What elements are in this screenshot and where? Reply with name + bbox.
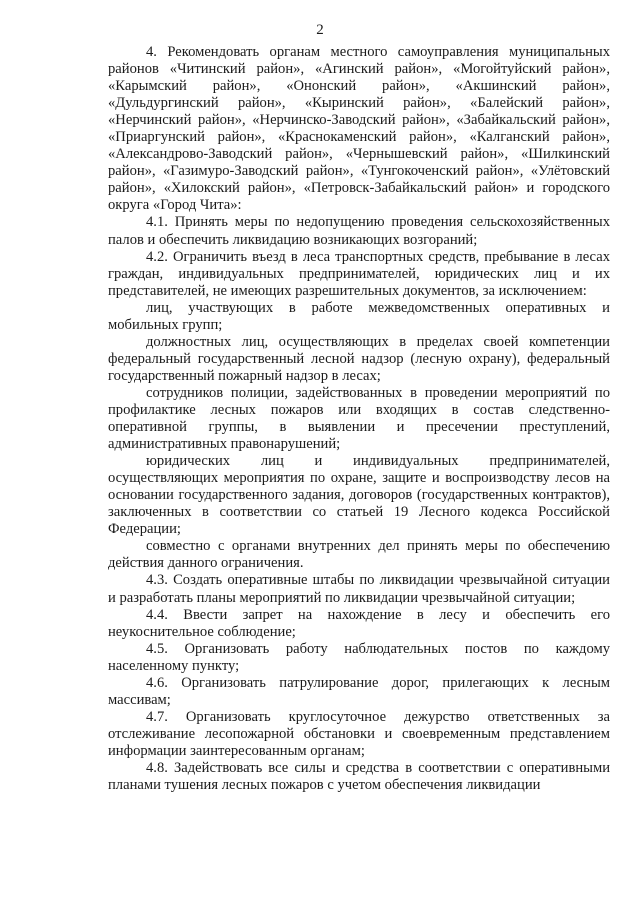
page-number: 2 bbox=[316, 22, 324, 38]
paragraph-4-4: 4.4. Ввести запрет на нахождение в лесу и обеспечить его неукоснительное соблюдение; bbox=[108, 606, 610, 640]
exception-item: юридических лиц и индивидуальных предпринимателей, осуществляющих мероприятия по охране, защите и воспроизводству лесов на основании государственного задания, договоров (государственных контрактов), заключенных в соответствии со статьей 19 Лесного кодекса Российской Федерации; bbox=[108, 453, 610, 538]
paragraph-4-6: 4.6. Организовать патрулирование дорог, прилегающих к лесным массивам; bbox=[108, 674, 610, 708]
paragraph-4-8: 4.8. Задействовать все силы и средства в соответствии с оперативными планами тушения лесных пожаров с учетом обеспечения ликвидации bbox=[108, 759, 610, 794]
paragraph-4: 4. Рекомендовать органам местного самоуправления муниципальных районов «Читинский район», «Агинский район», «Могойтуйский район», «Карымский район», «Ононский район», «Акшинский район», «Дульдургинский район», «Кыринский район», «Балейский район», «Нерчинский район», «Нерчинско-Заводский район», «Забайкальский район», «Приаргунский район», «Краснокаменский район», «Калганский район», «Александрово-Заводский район», «Чернышевский район», «Шилкинский район», «Газимуро-Заводский район», «Тунгокоченский район», «Улётовский район», «Хилокский район», «Петровск-Забайкальский район» и городского округа «Город Чита»: bbox=[108, 44, 610, 214]
paragraph-restriction-enforcement: совместно с органами внутренних дел принять меры по обеспечению действия данного ограничения. bbox=[108, 538, 610, 572]
exception-item: лиц, участвующих в работе межведомственных оперативных и мобильных групп; bbox=[108, 299, 610, 333]
exception-item: должностных лиц, осуществляющих в пределах своей компетенции федеральный государственный лесной надзор (лесную охрану), федеральный государственный пожарный надзор в лесах; bbox=[108, 333, 610, 384]
paragraph-4-5: 4.5. Организовать работу наблюдательных постов по каждому населенному пункту; bbox=[108, 640, 610, 674]
paragraph-4-1: 4.1. Принять меры по недопущению проведения сельскохозяйственных палов и обеспечить ликвидацию возникающих возгораний; bbox=[108, 214, 610, 248]
document-body bbox=[108, 44, 610, 794]
paragraph-4-2: 4.2. Ограничить въезд в леса транспортных средств, пребывание в лесах граждан, индивидуальных предпринимателей, юридических лиц и их представителей, не имеющих разрешительных документов, за исключением: bbox=[108, 248, 610, 299]
exception-item: сотрудников полиции, задействованных в проведении мероприятий по профилактике лесных пожаров или входящих в состав следственно-оперативной группы, в выявлении и пресечении преступлений, административных правонарушений; bbox=[108, 384, 610, 453]
paragraph-4-7: 4.7. Организовать круглосуточное дежурство ответственных за отслеживание лесопожарной обстановки и своевременным представлением информации заинтересованным органам; bbox=[108, 708, 610, 759]
paragraph-4-3: 4.3. Создать оперативные штабы по ликвидации чрезвычайной ситуации и разработать планы мероприятий по ликвидации чрезвычайной ситуации; bbox=[108, 572, 610, 606]
